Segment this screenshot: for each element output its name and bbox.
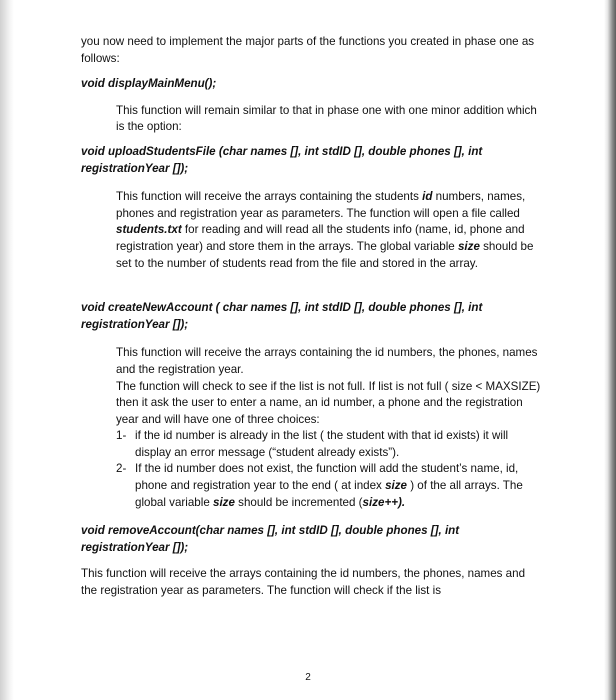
create-new-account-signature: void createNewAccount ( char names [], int stdID [], double phones [], int registrationYear []);: [81, 301, 483, 331]
upload-desc-text-2: numbers, names, phones and registration year as parameters. The function will open a file called: [116, 190, 526, 220]
list-item: [116, 461, 543, 511]
list-item-text: if the id number is already in the list ( the student with that id exists) it will display an error message (“student already exists”).: [135, 429, 509, 459]
list-item-size-2: size: [213, 495, 235, 509]
page-right-edge: [604, 0, 616, 700]
list-item-text-1: If the id number does not exist, the function will add the student’s name, id, phone and registration year to the end ( at index: [135, 462, 519, 493]
list-item-text-2: ) of the all arrays. The global variable: [135, 479, 523, 509]
upload-desc-id: id: [422, 190, 433, 204]
intro-paragraph: you now need to implement the major parts of the functions you created in phase one as follows:: [81, 35, 535, 65]
upload-desc-text-1: This function will receive the arrays containing the students: [116, 190, 423, 204]
list-item: [116, 428, 543, 461]
display-main-menu-description: This function will remain similar to that in phase one with one minor addition which is the option:: [116, 103, 537, 134]
upload-desc-size: size: [457, 239, 480, 253]
create-choices-list: [116, 428, 543, 511]
list-item-number: 2-: [116, 462, 127, 476]
remove-account-description: This function will receive the arrays containing the id numbers, the phones, names and the registration year as parameters. The function will check if the list is: [81, 567, 526, 598]
upload-students-file-description: [116, 189, 543, 272]
upload-desc-text-4: should be set to the number of students read from the file and stored in the array.: [116, 239, 534, 270]
page-number: 2: [305, 672, 311, 683]
document-page: [81, 34, 543, 600]
page-left-shadow: [0, 0, 14, 700]
display-main-menu-signature: void displayMainMenu();: [81, 77, 217, 91]
list-item-text: [135, 461, 543, 511]
upload-desc-filename: students.txt: [116, 223, 182, 237]
remove-account-signature: void removeAccount(char names [], int stdID [], double phones [], int registrationYear []);: [81, 524, 460, 554]
upload-desc-text-3: for reading and will read all the students info (name, id, phone and registration year) and store them in the arrays. The global variable: [116, 223, 525, 253]
list-item-size: size: [385, 479, 407, 493]
create-new-account-description-2: The function will check to see if the list is not full. If list is not full ( size < MAXSIZE) then it ask the user to enter a name, an id number, a phone and the registration year and will have one of three choices:: [116, 379, 541, 426]
list-item-text-3: should be incremented (: [234, 495, 363, 509]
list-item-number: 1-: [116, 429, 127, 443]
upload-students-file-signature: void uploadStudentsFile (char names [], int stdID [], double phones [], int registrationYear []);: [81, 144, 483, 175]
list-item-increment: size++).: [362, 495, 406, 509]
create-new-account-description-1: This function will receive the arrays containing the id numbers, the phones, names and the registration year.: [116, 346, 538, 376]
